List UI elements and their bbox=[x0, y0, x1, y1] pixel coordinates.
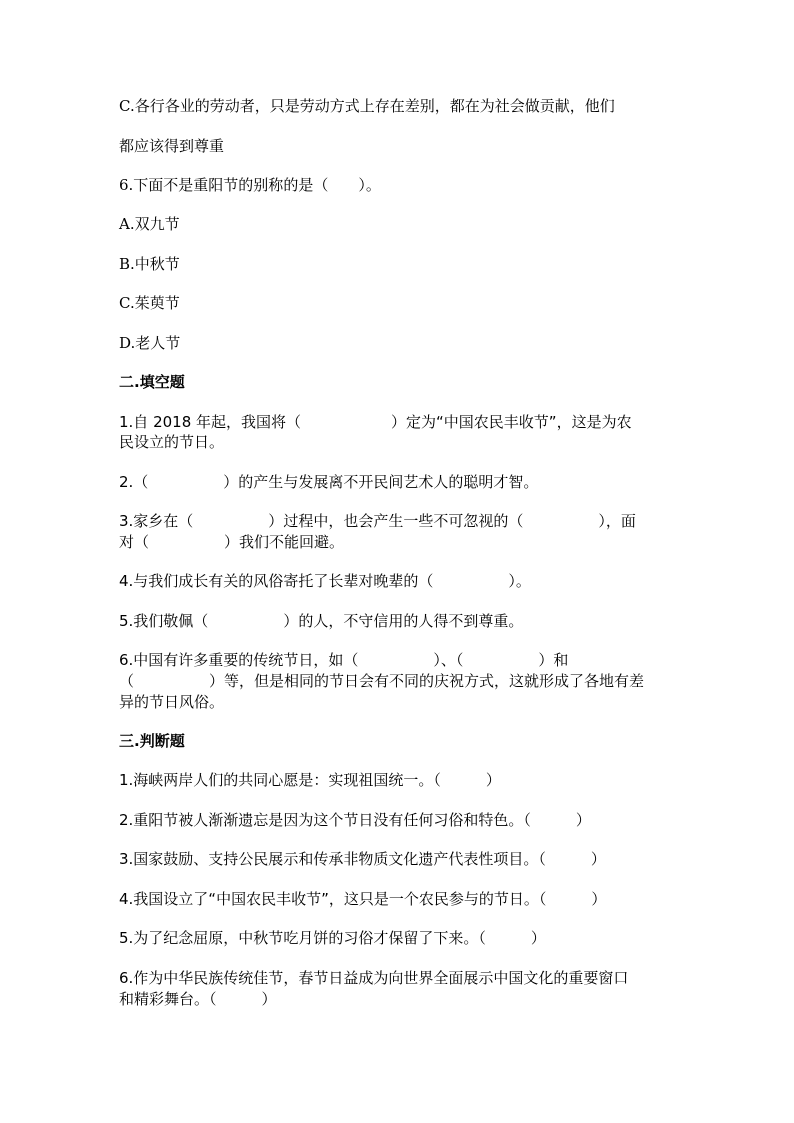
fill-q3-line2: 对（ ）我们不能回避。 bbox=[119, 533, 345, 551]
fill-q6-line1: 6.中国有许多重要的传统节日，如（ ）、（ ）和 bbox=[119, 651, 569, 669]
section2-heading: 二.填空题 bbox=[119, 373, 185, 391]
q6-option-c: C.茱萸节 bbox=[119, 294, 180, 312]
section3-heading: 三.判断题 bbox=[119, 732, 185, 750]
q6-option-a: A.双九节 bbox=[119, 215, 180, 233]
fill-q1-line1: 1.自 2018 年起，我国将（ ）定为“中国农民丰收节”，这是为农 bbox=[119, 413, 632, 431]
q6-option-b: B.中秋节 bbox=[119, 255, 180, 273]
judge-q5: 5.为了纪念屈原，中秋节吃月饼的习俗才保留了下来。（ ） bbox=[119, 929, 546, 947]
q5-option-c-line1: C.各行各业的劳动者，只是劳动方式上存在差别，都在为社会做贡献，他们 bbox=[119, 97, 615, 115]
judge-q4: 4.我国设立了“中国农民丰收节”，这只是一个农民参与的节日。（ ） bbox=[119, 890, 607, 908]
fill-q6-line2: （ ）等，但是相同的节日会有不同的庆祝方式，这就形成了各地有差 bbox=[119, 672, 645, 690]
judge-q2: 2.重阳节被人渐渐遗忘是因为这个节日没有任何习俗和特色。（ ） bbox=[119, 811, 591, 829]
fill-q3-line1: 3.家乡在（ ）过程中，也会产生一些不可忽视的（ ），面 bbox=[119, 512, 636, 530]
q6-option-d: D.老人节 bbox=[119, 334, 181, 352]
fill-q4: 4.与我们成长有关的风俗寄托了长辈对晚辈的（ ）。 bbox=[119, 572, 531, 590]
judge-q1: 1.海峡两岸人们的共同心愿是：实现祖国统一。（ ） bbox=[119, 771, 501, 789]
q5-option-c-line2: 都应该得到尊重 bbox=[119, 137, 225, 155]
judge-q6-line1: 6.作为中华民族传统佳节，春节日益成为向世界全面展示中国文化的重要窗口 bbox=[119, 969, 629, 987]
fill-q6-line3: 异的节日风俗。 bbox=[119, 693, 225, 711]
fill-q5: 5.我们敬佩（ ）的人，不守信用的人得不到尊重。 bbox=[119, 612, 524, 630]
judge-q6-line2: 和精彩舞台。（ ） bbox=[119, 990, 277, 1008]
fill-q1-line2: 民设立的节日。 bbox=[119, 433, 225, 451]
fill-q2: 2.（ ）的产生与发展离不开民间艺术人的聪明才智。 bbox=[119, 473, 539, 491]
q6-stem: 6.下面不是重阳节的别称的是（ ）。 bbox=[119, 176, 381, 194]
judge-q3: 3.国家鼓励、支持公民展示和传承非物质文化遗产代表性项目。（ ） bbox=[119, 850, 606, 868]
